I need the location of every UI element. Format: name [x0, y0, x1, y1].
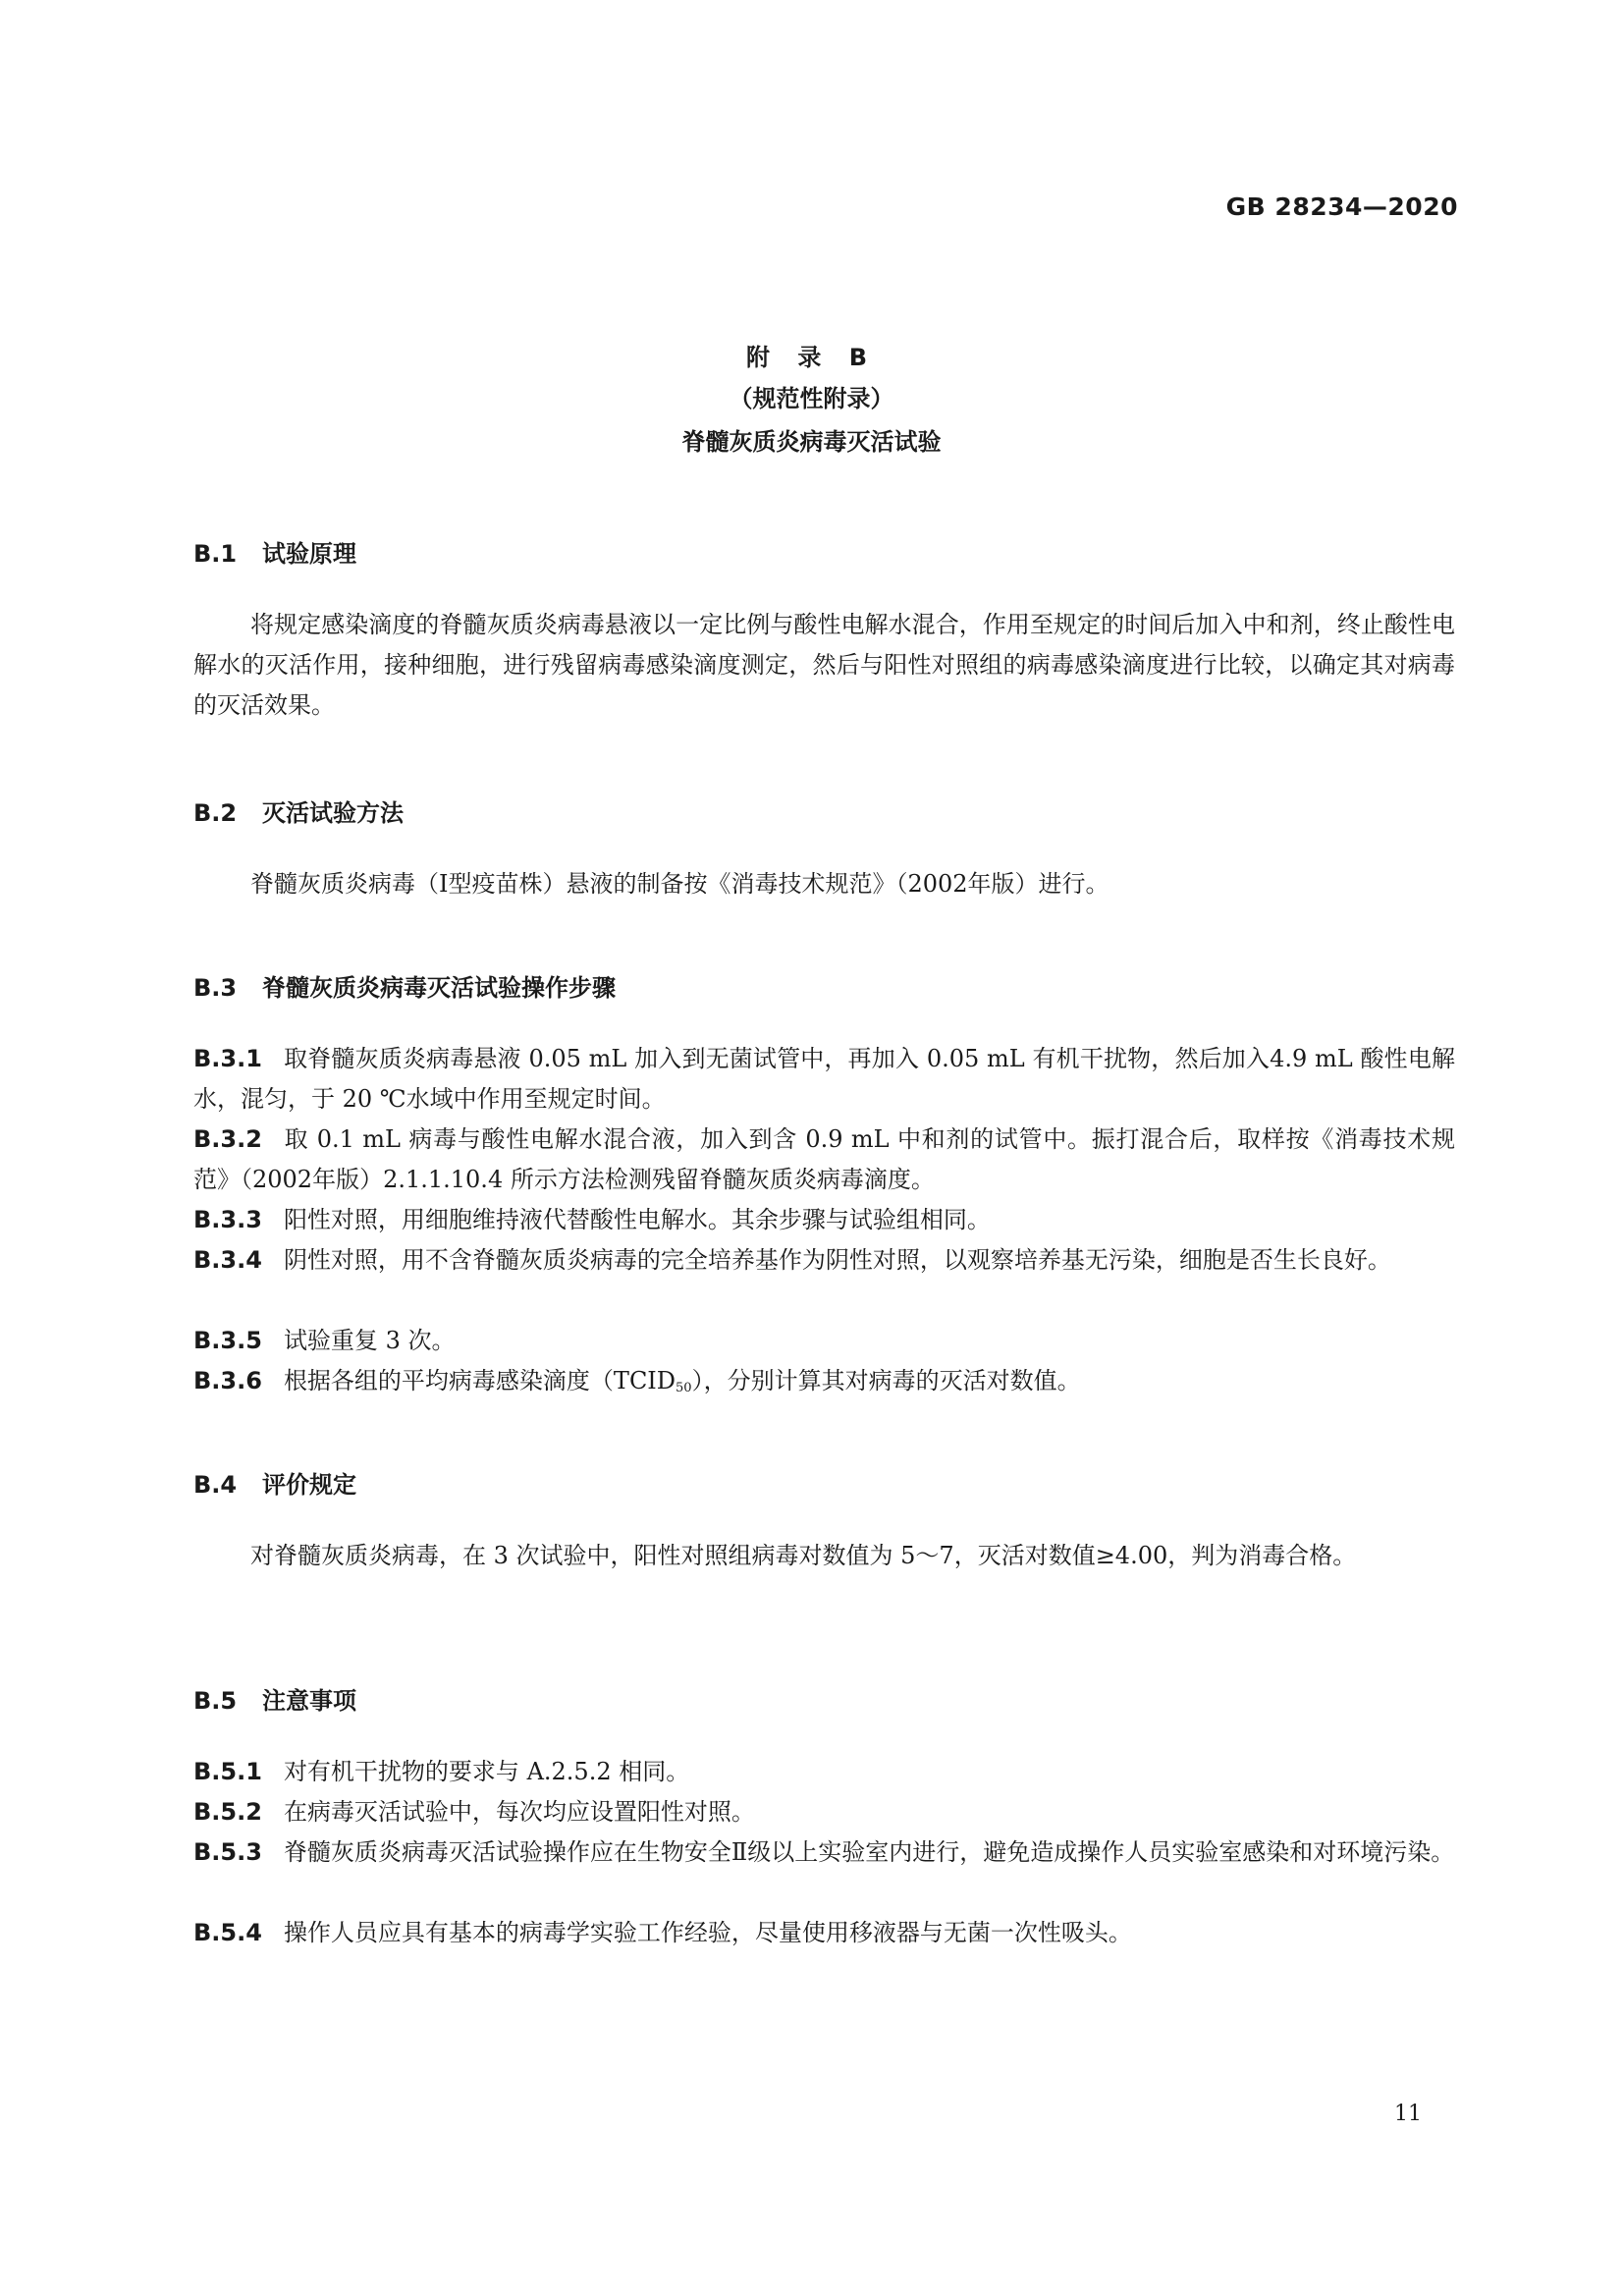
item-b3-4: [193, 1240, 1455, 1281]
item-text: 根据各组的平均病毒感染滴度（TCID: [283, 1367, 676, 1394]
item-number: B.3.1: [193, 1045, 262, 1072]
item-number: B.5.3: [193, 1838, 262, 1866]
section-b2-paragraph: 脊髓灰质炎病毒（Ⅰ型疫苗株）悬液的制备按《消毒技术规范》（2002年版）进行。: [250, 870, 1109, 898]
item-number: B.5.1: [193, 1758, 262, 1785]
item-b3-2: [193, 1120, 1455, 1200]
section-b1-paragraph: 将规定感染滴度的脊髓灰质炎病毒悬液以一定比例与酸性电解水混合，作用至规定的时间后加入中和剂，终止酸性电解水的灭活作用，接种细胞，进行残留病毒感染滴度测定，然后与阳性对照组的病毒感染滴度进行比较，以确定其对病毒的灭活效果。: [193, 611, 1455, 719]
item-b3-3: [193, 1200, 1455, 1240]
item-number: B.3.3: [193, 1206, 262, 1233]
item-b5-4: [193, 1913, 1455, 1953]
item-text: 阳性对照，用细胞维持液代替酸性电解水。其余步骤与试验组相同。: [283, 1206, 991, 1233]
item-text: 脊髓灰质炎病毒灭活试验操作应在生物安全Ⅱ级以上实验室内进行，避免造成操作人员实验室感染和对环境污染。: [283, 1838, 1455, 1866]
page-number: 11: [1394, 2102, 1422, 2126]
section-title: 灭活试验方法: [262, 799, 404, 827]
item-text: 取脊髓灰质炎病毒悬液 0.05 mL 加入到无菌试管中，再加入 0.05 mL 有机干扰物，然后加入4.9 mL 酸性电解水，混匀，于 20 ℃水域中作用至规定时间。: [193, 1045, 1455, 1113]
item-text: 阴性对照，用不含脊髓灰质炎病毒的完全培养基作为阴性对照，以观察培养基无污染，细胞是否生长良好。: [283, 1246, 1391, 1274]
item-text: 操作人员应具有基本的病毒学实验工作经验，尽量使用移液器与无菌一次性吸头。: [283, 1919, 1132, 1946]
subscript: 50: [676, 1381, 692, 1395]
item-text: 对有机干扰物的要求与 A.2.5.2 相同。: [283, 1758, 690, 1785]
item-b5-2: [193, 1792, 1455, 1832]
section-title: 注意事项: [262, 1687, 356, 1715]
annex-title: 脊髓灰质炎病毒灭活试验: [681, 428, 942, 456]
section-title: 脊髓灰质炎病毒灭活试验操作步骤: [262, 974, 616, 1002]
section-number: B.4: [193, 1471, 238, 1499]
section-number: B.3: [193, 974, 238, 1002]
item-b5-3: [193, 1832, 1455, 1873]
section-b4-paragraph: 对脊髓灰质炎病毒，在 3 次试验中，阳性对照组病毒对数值为 5～7，灭活对数值≥4.00，判为消毒合格。: [250, 1542, 1357, 1569]
item-number: B.5.4: [193, 1919, 262, 1946]
section-b2-heading: [193, 793, 404, 828]
standard-code: GB 28234—2020: [1225, 192, 1458, 221]
section-b4-heading: [193, 1465, 356, 1500]
section-number: B.5: [193, 1687, 238, 1715]
item-b3-6: [193, 1361, 1455, 1408]
section-number: B.2: [193, 799, 238, 827]
item-text: 在病毒灭活试验中，每次均应设置阳性对照。: [283, 1798, 755, 1826]
annex-label: 附 录 B: [745, 344, 877, 371]
section-title: 评价规定: [262, 1471, 356, 1499]
section-b5-heading: [193, 1681, 356, 1716]
section-title: 试验原理: [262, 540, 356, 568]
item-number: B.3.2: [193, 1125, 262, 1153]
item-number: B.3.6: [193, 1367, 262, 1394]
annex-type: （规范性附录）: [729, 385, 894, 412]
item-text: 取 0.1 mL 病毒与酸性电解水混合液，加入到含 0.9 mL 中和剂的试管中。振打混合后，取样按《消毒技术规范》（2002年版）2.1.1.10.4 所示方法检测残留脊髓灰质炎病毒滴度。: [193, 1125, 1455, 1193]
item-text: ），分别计算其对病毒的灭活对数值。: [691, 1367, 1081, 1394]
section-b1-heading: [193, 534, 356, 569]
section-b3-heading: [193, 968, 616, 1003]
item-number: B.5.2: [193, 1798, 262, 1826]
item-b5-1: [193, 1752, 1455, 1792]
section-number: B.1: [193, 540, 238, 568]
item-number: B.3.4: [193, 1246, 262, 1274]
item-number: B.3.5: [193, 1327, 262, 1354]
item-b3-1: [193, 1039, 1455, 1120]
item-b3-5: [193, 1321, 1455, 1361]
item-text: 试验重复 3 次。: [283, 1327, 456, 1354]
